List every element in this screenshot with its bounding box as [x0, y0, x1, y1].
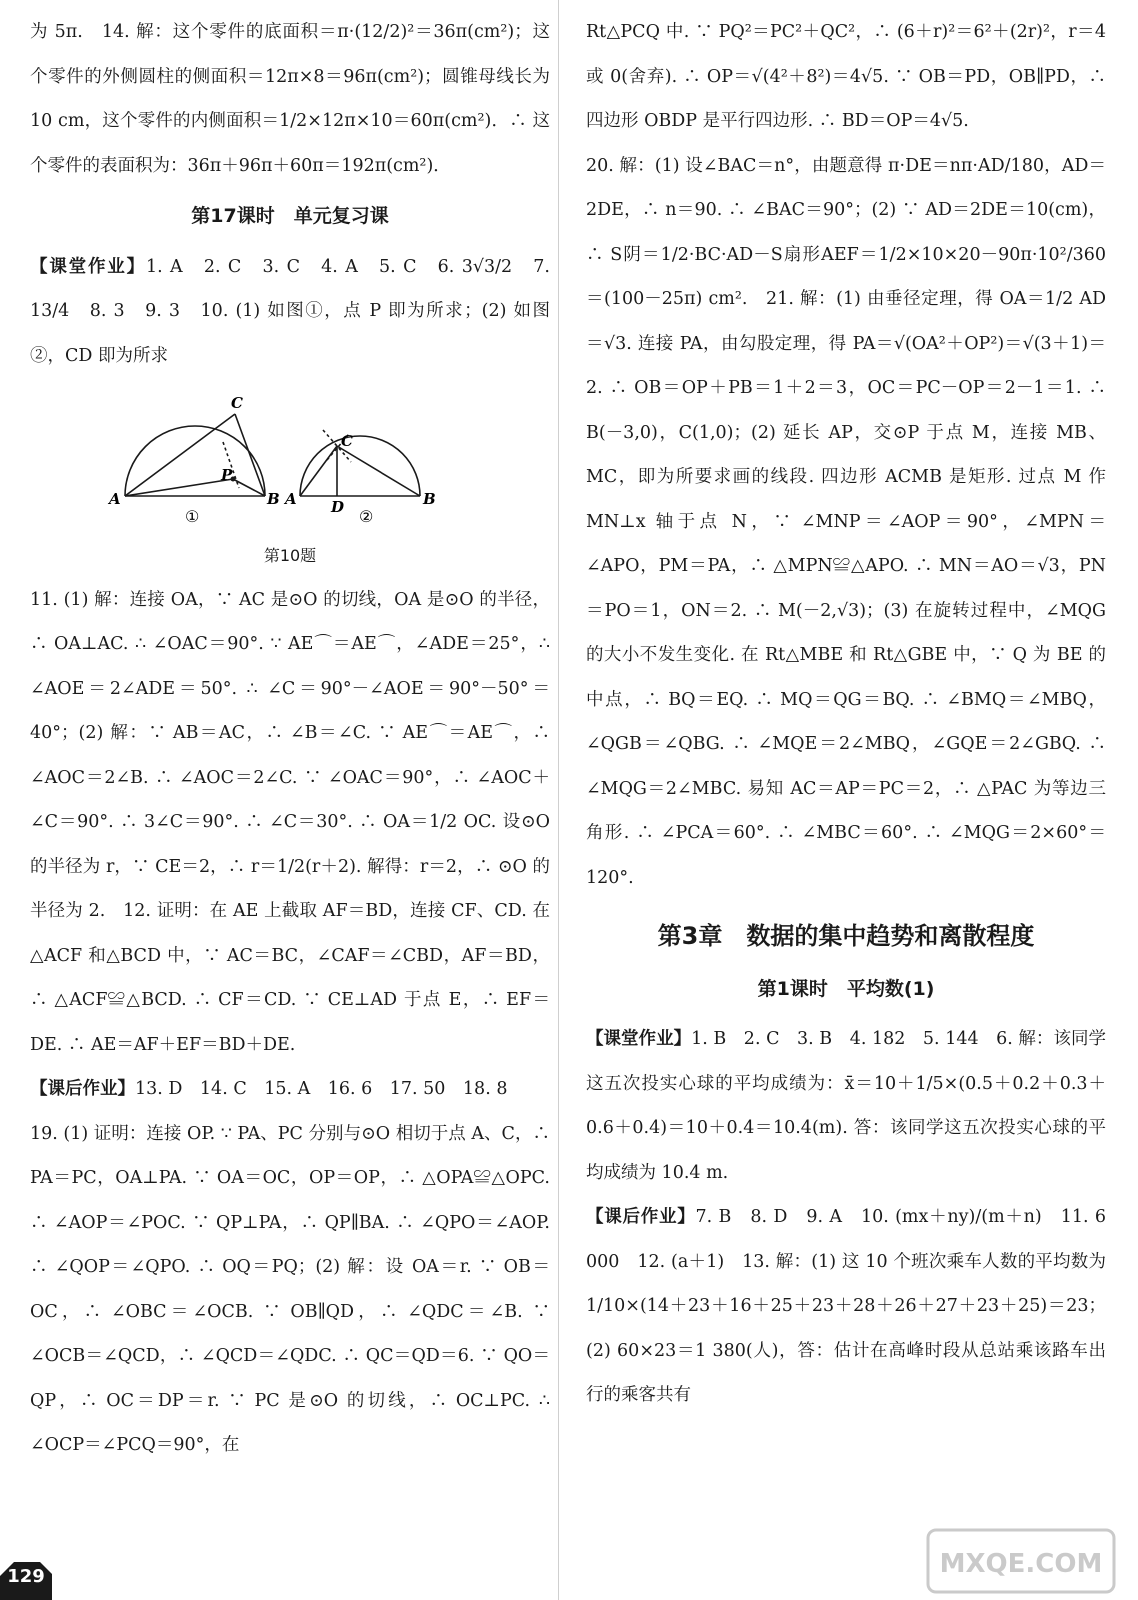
column-divider	[558, 0, 559, 1600]
homework-label-ch3: 【课后作业】	[586, 1207, 696, 1227]
segment-cb-1	[235, 414, 265, 496]
label-d: D	[331, 498, 345, 516]
section-title-lesson-17: 第17课时 单元复习课	[191, 205, 389, 227]
figure-caption: 第10题	[263, 545, 317, 565]
label-c-1: C	[231, 394, 243, 412]
figure-2	[300, 430, 420, 496]
segment-cb-2	[337, 446, 420, 496]
classwork-answer-text-ch3: 1. B 2. C 3. B 4. 182 5. 144 6. 解：该同学这五次投实心球的平均成绩为：x̄＝10＋1/5×(0.5＋0.2＋0.3＋0.6＋0.4)＝10＋0.4＝10.4(m). 答：该同学这五次投实心球的平均成绩为 10.4 m.	[586, 1029, 1106, 1183]
classwork-label: 【课堂作业】	[30, 256, 146, 277]
right-column	[586, 10, 1106, 1418]
figure-1	[125, 414, 265, 496]
homework-answers-ch3	[586, 1195, 1106, 1418]
label-a-1: A	[109, 490, 121, 508]
label-c-2: C	[341, 432, 353, 450]
construction-diagram	[105, 384, 475, 524]
classwork-answers	[30, 245, 550, 379]
answers-20-21: 20. 解：(1) 设∠BAC＝n°，由题意得 π·DE＝nπ·AD/180，AD＝2DE，∴ n＝90. ∴ ∠BAC＝90°；(2) ∵ AD＝2DE＝10(cm)，∴ S阴＝1/2·BC·AD－S扇形AEF＝1/2×10×20－90π·10²/360＝(100－25π) cm². 21. 解：(1) 由垂径定理，得 OA＝1/2 AD＝√3. 连接 PA，由勾股定理，得 PA＝√(OA²＋OP²)＝√(3＋1)＝2. ∴ OB＝OP＋PB＝1＋2＝3，OC＝PC－OP＝2－1＝1. ∴ B(－3,0)，C(1,0)；(2) 延长 AP，交⊙P 于点 M，连接 MB、MC，即为所要求画的线段. 四边形 ACMB 是矩形. 过点 M 作 MN⊥x 轴于点 N，∵ ∠MNP＝∠AOP＝90°，∠MPN＝∠APO，PM＝PA，∴ △MPN≌△APO. ∴ MN＝AO＝√3，PN＝PO＝1，ON＝2. ∴ M(－2,√3)；(3) 在旋转过程中，∠MQG 的大小不发生变化. 在 Rt△MBE 和 Rt△GBE 中，∵ Q 为 BE 的中点，∴ BQ＝EQ. ∴ MQ＝QG＝BQ. ∴ ∠BMQ＝∠MBQ，∠QGB＝∠QBG. ∴ ∠MQE＝2∠MBQ，∠GQE＝2∠GBQ. ∴ ∠MQG＝2∠MBC. 易知 AC＝AP＝PC＝2，∴ △PAC 为等边三角形. ∴ ∠PCA＝60°. ∴ ∠MBC＝60°. ∴ ∠MQG＝2×60°＝120°.	[586, 155, 1106, 888]
answer-19: 19. (1) 证明：连接 OP. ∵ PA、PC 分别与⊙O 相切于点 A、C，∴ PA＝PC，OA⊥PA. ∵ OA＝OC，OP＝OP，∴ △OPA≌△OPC. ∴ ∠AOP＝∠POC. ∵ QP⊥PA，∴ QP∥BA. ∴ ∠QPO＝∠AOP. ∴ ∠QOP＝∠QPO. ∴ OQ＝PQ；(2) 解：设 OA＝r. ∵ OB＝OC，∴ ∠OBC＝∠OCB. ∵ OB∥QD，∴ ∠QDC＝∠B. ∵ ∠OCB＝∠QCD，∴ ∠QCD＝∠QDC. ∴ QC＝QD＝6. ∵ QO＝QP，∴ OC＝DP＝r. ∵ PC 是⊙O 的切线，∴ OC⊥PC. ∴ ∠OCP＝∠PCQ＝90°，在	[30, 1123, 550, 1455]
semicircle-2	[300, 436, 420, 496]
answer-14: 为 5π. 14. 解：这个零件的底面积＝π·(12/2)²＝36π(cm²)；这个零件的外侧圆柱的侧面积＝12π×8＝96π(cm²)；圆锥母线长为 10 cm，这个零件的内侧面积＝1/2×12π×10＝60π(cm²)．∴ 这个零件的表面积为：36π＋96π＋60π＝192π(cm²)．	[30, 22, 550, 176]
classwork-answer-text: 1. A 2. C 3. C 4. A 5. C 6. 3√3/2 7. 13/4 8. 3 9. 3 10. (1) 如图①，点 P 即为所求；(2) 如图②，CD 即为所求	[30, 256, 550, 366]
section-title-lesson-1: 第1课时 平均数(1)	[757, 977, 935, 1000]
label-p: P	[221, 466, 233, 484]
classwork-answers-ch3	[586, 1017, 1106, 1195]
label-b-1: B	[267, 490, 280, 508]
figure-1-label: ①	[185, 507, 200, 524]
left-column	[30, 10, 550, 1468]
homework-answers	[30, 1067, 550, 1112]
answer-19-continued: Rt△PCQ 中. ∵ PQ²＝PC²＋QC²，∴ (6＋r)²＝6²＋(2r)²，r＝4 或 0(舍弃). ∴ OP＝√(4²＋8²)＝4√5. ∵ OB＝PD，OB∥PD，∴ 四边形 OBDP 是平行四边形. ∴ BD＝OP＝4√5.	[586, 22, 1106, 131]
watermark-logo	[926, 1528, 1116, 1594]
watermark-graphic	[926, 1528, 1116, 1594]
label-a-2: A	[285, 490, 297, 508]
label-b-2: B	[423, 490, 436, 508]
classwork-label-ch3: 【课堂作业】	[586, 1029, 692, 1049]
figure-2-label: ②	[359, 507, 374, 524]
segment-ap-1	[125, 479, 233, 496]
homework-label: 【课后作业】	[30, 1079, 135, 1099]
watermark-text: MXQE.COM	[939, 1549, 1103, 1579]
homework-answer-text: 13. D 14. C 15. A 16. 6 17. 50 18. 8	[135, 1079, 508, 1099]
chapter-title: 第3章 数据的集中趋势和离散程度	[657, 922, 1035, 950]
segment-ac-1	[125, 414, 235, 496]
homework-answer-text-ch3: 7. B 8. D 9. A 10. (mx＋ny)/(m＋n) 11. 6 000 12. (a＋1) 13. 解：(1) 这 10 个班次乘车人数的平均数为 1/10×(14＋23＋16＋25＋23＋28＋26＋27＋23＋25)＝23；(2) 60×23＝1 380(人)，答：估计在高峰时段从总站乘该路车出行的乘客共有	[586, 1207, 1107, 1405]
figure-question-10	[30, 384, 550, 542]
answers-11-12: 11. (1) 解：连接 OA，∵ AC 是⊙O 的切线，OA 是⊙O 的半径，∴ OA⊥AC. ∴ ∠OAC＝90°. ∵ AE⌒＝AE⌒，∠ADE＝25°，∴ ∠AOE＝2∠ADE＝50°. ∴ ∠C＝90°－∠AOE＝90°－50°＝40°；(2) 解：∵ AB＝AC，∴ ∠B＝∠C. ∵ AE⌒＝AE⌒，∴ ∠AOC＝2∠B. ∴ ∠AOC＝2∠C. ∵ ∠OAC＝90°，∴ ∠AOC＋∠C＝90°. ∴ 3∠C＝90°. ∴ ∠C＝30°. ∴ OA＝1/2 OC. 设⊙O 的半径为 r，∵ CE＝2，∴ r＝1/2(r＋2). 解得：r＝2，∴ ⊙O 的半径为 2. 12. 证明：在 AE 上截取 AF＝BD，连接 CF、CD. 在△ACF 和△BCD 中，∵ AC＝BC，∠CAF＝∠CBD，AF＝BD，∴ △ACF≌△BCD. ∴ CF＝CD. ∵ CE⊥AD 于点 E，∴ EF＝DE. ∴ AE＝AF＋EF＝BD＋DE.	[30, 589, 550, 1055]
page-number: 129	[7, 1566, 45, 1587]
